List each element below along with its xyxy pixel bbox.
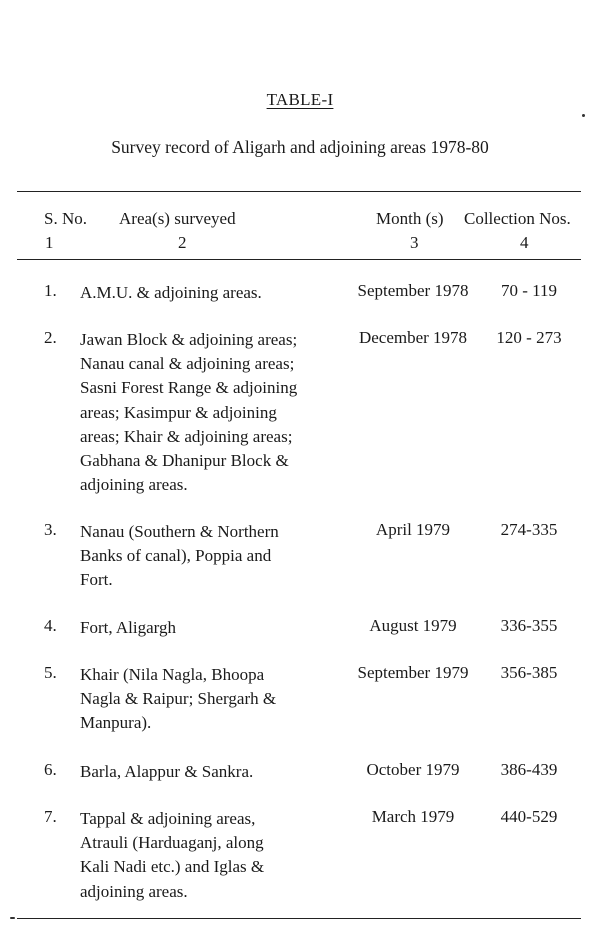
row-sno: 7. xyxy=(44,807,57,826)
row-month: March 1979 xyxy=(371,807,455,826)
row-area-line: Nanau (Southern & Northern xyxy=(80,522,279,541)
row-collection: 440-529 xyxy=(500,807,558,826)
row-area-line: Jawan Block & adjoining areas; xyxy=(80,330,298,349)
header-rule xyxy=(17,259,581,260)
header-sno: S. No. xyxy=(44,209,87,228)
bottom-rule xyxy=(17,918,581,919)
row-area-line: Sasni Forest Range & adjoining xyxy=(80,378,298,398)
row-month: August 1979 xyxy=(369,616,457,635)
row-area-line: adjoining areas. xyxy=(80,475,188,495)
row-area-line: Manpura). xyxy=(80,713,152,733)
row-collection: 356-385 xyxy=(500,663,558,682)
row-area-line: areas; Khair & adjoining areas; xyxy=(80,426,293,446)
table-caption: Survey record of Aligarh and adjoining areas 1978-80 xyxy=(111,137,489,157)
row-area xyxy=(80,807,342,904)
row-collection: 120 - 273 xyxy=(496,328,562,347)
row-area xyxy=(80,616,342,640)
row-month: April 1979 xyxy=(375,520,451,539)
top-rule xyxy=(17,191,581,192)
row-area-line: adjoining areas. xyxy=(80,881,188,901)
row-sno: 4. xyxy=(44,616,57,635)
row-area xyxy=(80,663,342,736)
row-area xyxy=(80,760,342,784)
table-label: TABLE-I xyxy=(266,90,334,109)
row-area-line: Barla, Alappur & Sankra. xyxy=(80,762,254,781)
row-month: September 1979 xyxy=(357,663,469,682)
row-area-line: Tappal & adjoining areas, xyxy=(80,809,256,828)
header-month: Month (s) xyxy=(376,209,444,228)
row-area-line: Kali Nadi etc.) and Iglas & xyxy=(80,857,265,877)
row-area-line: Gabhana & Dhanipur Block & xyxy=(80,451,289,471)
row-sno: 5. xyxy=(44,663,57,682)
row-sno: 6. xyxy=(44,760,57,779)
row-area-line: Nanau canal & adjoining areas; xyxy=(80,354,295,374)
row-collection: 70 - 119 xyxy=(500,281,558,300)
row-area-line: Banks of canal), Poppia and xyxy=(80,546,272,566)
row-area xyxy=(80,281,342,305)
colnum-month: 3 xyxy=(410,233,419,252)
row-area xyxy=(80,328,342,497)
row-sno: 2. xyxy=(44,328,57,347)
row-sno: 3. xyxy=(44,520,57,539)
row-collection: 386-439 xyxy=(500,760,558,779)
row-sno: 1. xyxy=(44,281,57,300)
row-area-line: Fort, Aligargh xyxy=(80,618,177,637)
row-collection: 336-355 xyxy=(500,616,558,635)
row-area-line: Khair (Nila Nagla, Bhoopa xyxy=(80,665,265,684)
row-collection: 274-335 xyxy=(500,520,558,539)
row-area xyxy=(80,520,342,593)
row-area-line: Fort. xyxy=(80,570,113,590)
scan-speck xyxy=(582,114,585,117)
colnum-sno: 1 xyxy=(45,233,54,252)
scan-speck xyxy=(10,917,15,919)
row-area-line: areas; Kasimpur & adjoining xyxy=(80,402,277,422)
row-month: September 1978 xyxy=(357,281,469,300)
colnum-area: 2 xyxy=(178,233,187,252)
row-area-line: A.M.U. & adjoining areas. xyxy=(80,283,262,302)
row-area-line: Nagla & Raipur; Shergarh & xyxy=(80,689,277,709)
colnum-collection: 4 xyxy=(520,233,529,252)
row-area-line: Atrauli (Harduaganj, along xyxy=(80,833,264,853)
row-month: October 1979 xyxy=(366,760,460,779)
header-collection: Collection Nos. xyxy=(464,209,571,228)
row-month: December 1978 xyxy=(358,328,468,347)
header-area: Area(s) surveyed xyxy=(119,209,236,228)
